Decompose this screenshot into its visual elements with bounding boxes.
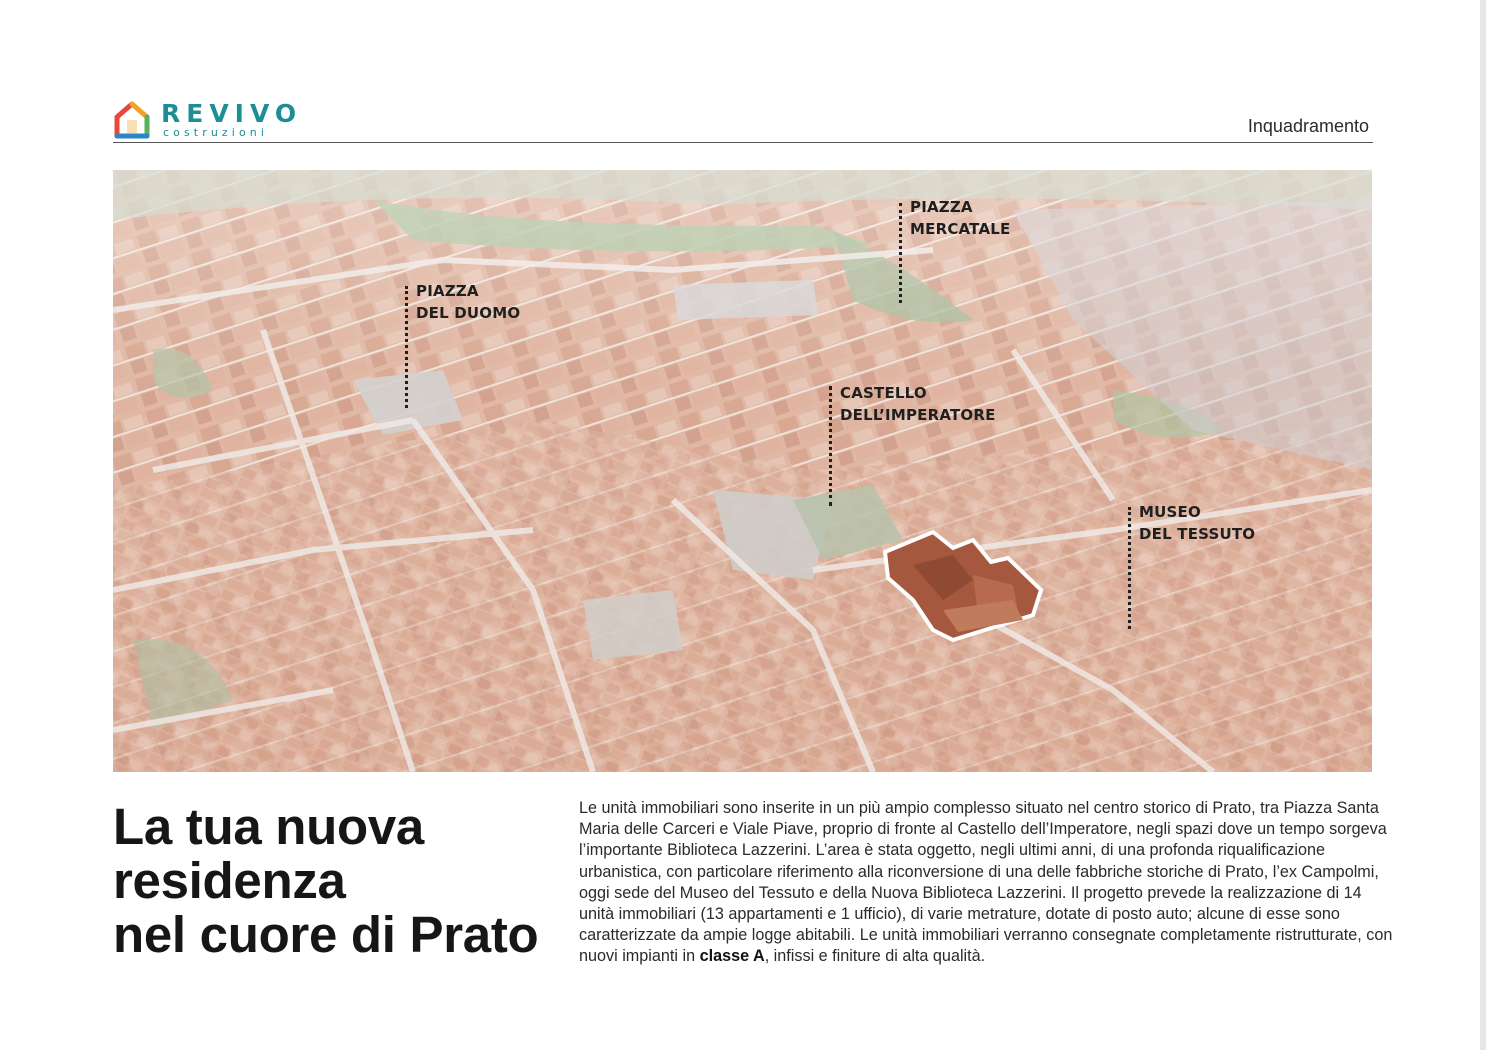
map-label-line: PIAZZA: [910, 198, 973, 216]
energy-class-highlight: classe A: [699, 947, 765, 966]
headline-line: residenza: [113, 852, 346, 909]
body-text-end: , infissi e finiture di alta qualità.: [764, 947, 986, 966]
header-divider: [113, 142, 1373, 143]
headline-line: nel cuore di Prato: [113, 906, 539, 963]
map-label-line: DELL’IMPERATORE: [840, 406, 996, 424]
aerial-photo: [113, 170, 1372, 772]
map-label-line: PIAZZA: [416, 282, 479, 300]
house-logo-icon: [113, 100, 153, 140]
description-paragraph: [579, 798, 1399, 968]
logo-subtitle: costruzioni: [163, 126, 269, 139]
headline-line: La tua nuova: [113, 798, 424, 855]
body-text: Le unità immobiliari sono inserite in un più ampio complesso situato nel centro storico di Prato, tra Piazza Santa Maria delle Carceri e Viale Piave, proprio di fronte al Castello dell’Imperatore, negli spazi dove un tempo sorgeva l’importante Biblioteca Lazzerini. L’area è stata oggetto, negli ultimi anni, di una profonda riqualificazione urbanistica, con particolare riferimento alla riconversione di una delle fabbriche storiche di Prato, l’ex Campolmi, oggi sede del Museo del Tessuto e della Nuova Biblioteca Lazzerini. Il progetto prevede la realizzazione di 14 unità immobiliari (13 appartamenti e 1 ufficio), di varie metrature, dotate di posto auto; alcune di esse sono caratterizzate da ampie logge abitabili. Le unità immobiliari verranno consegnate completamente ristrutturate, con nuovi impianti in: [579, 799, 1393, 966]
section-title: Inquadramento: [1247, 116, 1369, 136]
map-label-line: MERCATALE: [910, 220, 1011, 238]
map-label-line: DEL TESSUTO: [1139, 525, 1256, 543]
map-label-piazza-del-duomo: [416, 280, 520, 324]
map-label-castello-imperatore: [840, 382, 996, 426]
map-label-line: MUSEO: [1139, 503, 1201, 521]
page-edge: [1480, 0, 1486, 1050]
map-label-piazza-mercatale: [910, 196, 1010, 240]
map-label-line: CASTELLO: [840, 384, 927, 402]
revivo-logo: [113, 100, 313, 142]
map-pin-line-castello: [829, 386, 836, 506]
page-headline: [113, 800, 538, 962]
aerial-map: [113, 170, 1372, 772]
map-pin-line-mercatale: [899, 203, 906, 303]
map-label-museo-del-tessuto: [1139, 501, 1255, 545]
map-pin-line-museo: [1128, 507, 1135, 629]
map-label-line: DEL DUOMO: [416, 304, 521, 322]
map-pin-line-duomo: [405, 286, 412, 408]
logo-wordmark: REVIVO: [161, 99, 303, 128]
